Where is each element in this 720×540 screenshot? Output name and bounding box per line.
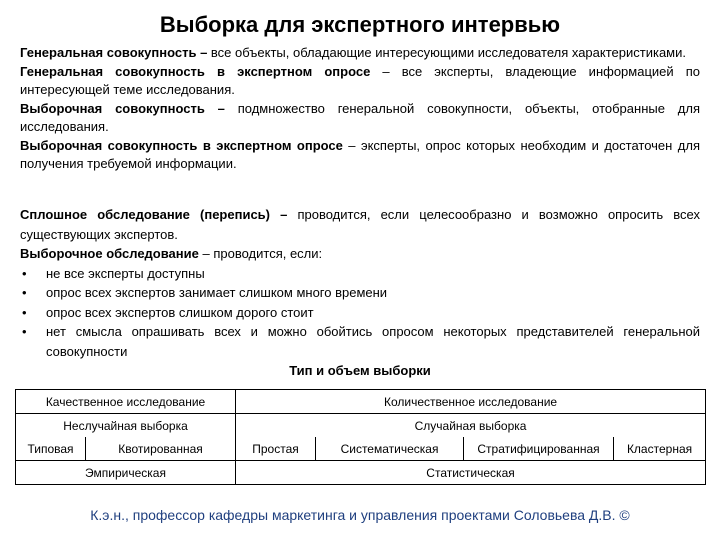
author-footer: К.э.н., профессор кафедры маркетинга и управления проектами Соловьева Д.В. © — [90, 507, 630, 523]
cell-systematic: Систематическая — [316, 437, 464, 461]
cell-nonrandom: Неслучайная выборка — [16, 414, 236, 438]
list-item — [20, 322, 700, 361]
table-row — [16, 414, 706, 438]
list-item-text: опрос всех экспертов слишком дорого стоит — [46, 304, 314, 320]
definition-term: Выборочная совокупность – — [20, 100, 225, 116]
definition-term: Генеральная совокупность в экспертном опросе — [20, 63, 371, 79]
continuous-survey-text: проводится, если целесообразно и возможно опросить всех существующих экспертов. — [20, 207, 700, 242]
definition-text: подмножество генеральной совокупности, объекты, отобранные для исследования. — [20, 100, 700, 134]
table-row — [16, 390, 706, 414]
cell-quota: Квотированная — [86, 437, 236, 461]
bullet-icon: • — [22, 285, 27, 300]
bullet-icon: • — [22, 324, 27, 339]
definition-text: – эксперты, опрос которых необходим и достаточен для получения требуемой информации. — [20, 137, 700, 171]
page-title: Выборка для экспертного интервью — [159, 12, 561, 37]
cell-statistical: Статистическая — [236, 461, 706, 485]
cell-qualitative: Качественное исследование — [16, 390, 236, 414]
survey-block — [20, 205, 700, 361]
bullet-icon: • — [22, 265, 27, 281]
definitions-block — [20, 44, 700, 174]
list-item-text: нет смысла опрашивать всех и можно обойтись опросом некоторых представителей генеральной совокупности — [46, 324, 700, 359]
list-item-text: опрос всех экспертов занимает слишком много времени — [46, 285, 388, 300]
conditions-list — [20, 264, 700, 362]
sample-survey-term: Выборочное обследование — [20, 246, 199, 261]
definition-term: Выборочная совокупность в экспертном опросе — [20, 137, 343, 153]
list-item — [20, 283, 700, 303]
list-item — [20, 303, 700, 323]
bullet-icon: • — [22, 304, 27, 320]
sample-survey-text: – проводится, если: — [198, 246, 323, 261]
table-row — [16, 437, 706, 461]
cell-empirical: Эмпирическая — [16, 461, 236, 485]
sample-survey — [20, 244, 700, 264]
continuous-survey — [20, 205, 700, 244]
list-item-text: не все эксперты доступны — [46, 265, 205, 281]
definition-sample — [20, 100, 700, 137]
cell-stratified: Стратифицированная — [464, 437, 614, 461]
sample-type-table — [15, 389, 706, 485]
cell-typical: Типовая — [16, 437, 86, 461]
definition-text: все объекты, обладающие интересующими исследователя характеристиками. — [207, 45, 686, 60]
definition-text: – все эксперты, владеющие информацией по интересующей теме исследования. — [20, 63, 700, 97]
definition-general-population-expert — [20, 63, 700, 100]
definition-term: Генеральная совокупность – — [20, 45, 208, 60]
cell-cluster: Кластерная — [614, 437, 706, 461]
definition-general-population — [20, 44, 700, 63]
list-item — [20, 264, 700, 284]
table-row — [16, 461, 706, 485]
cell-quantitative: Количественное исследование — [236, 390, 706, 414]
cell-simple: Простая — [236, 437, 316, 461]
table-heading: Тип и объем выборки — [289, 363, 431, 378]
continuous-survey-term: Сплошное обследование (перепись) – — [20, 207, 288, 222]
cell-random: Случайная выборка — [236, 414, 706, 438]
definition-sample-expert — [20, 137, 700, 174]
